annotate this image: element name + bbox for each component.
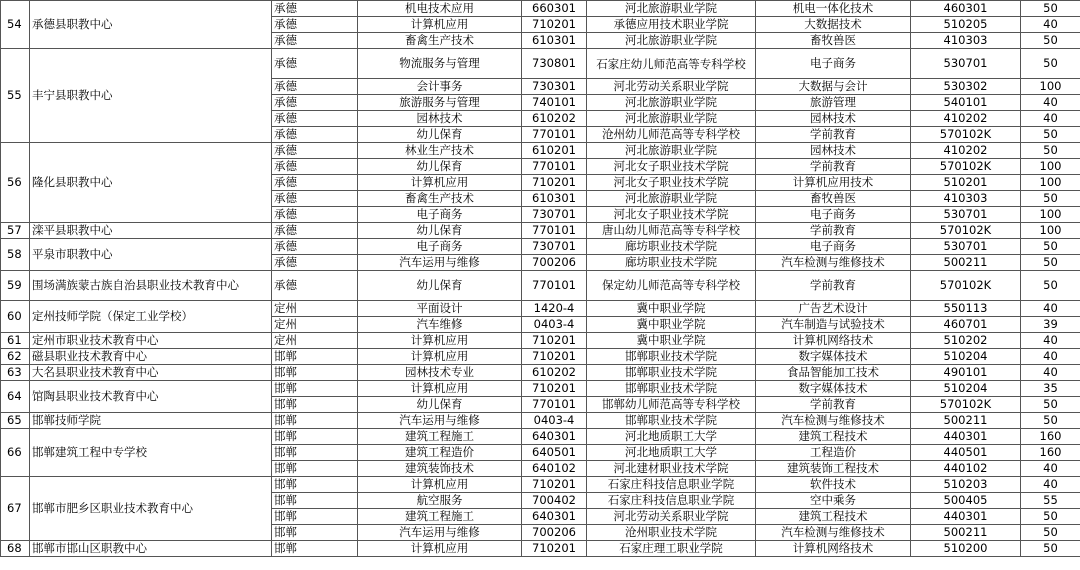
group-number: 62	[1, 349, 30, 365]
group-number: 61	[1, 333, 30, 349]
higher-major-code-cell: 530701	[911, 239, 1021, 255]
group-number: 68	[1, 541, 30, 557]
major-cell: 建筑装饰技术	[358, 461, 522, 477]
major-code-cell: 710201	[522, 541, 587, 557]
major-code-cell: 770101	[522, 397, 587, 413]
higher-major-cell: 电子商务	[756, 239, 911, 255]
school-name: 定州市职业技术教育中心	[30, 333, 272, 349]
partner-college-cell: 邯郸职业技术学院	[587, 349, 756, 365]
higher-major-cell: 建筑工程技术	[756, 429, 911, 445]
city-cell: 承德	[272, 17, 358, 33]
city-cell: 承德	[272, 143, 358, 159]
higher-major-cell: 电子商务	[756, 49, 911, 79]
quota-cell: 50	[1021, 49, 1080, 79]
partner-college-cell: 河北建材职业技术学院	[587, 461, 756, 477]
major-cell: 幼儿保育	[358, 159, 522, 175]
higher-major-cell: 机电一体化技术	[756, 1, 911, 17]
higher-major-cell: 食品智能加工技术	[756, 365, 911, 381]
partner-college-cell: 邯郸幼儿师范高等专科学校	[587, 397, 756, 413]
table-row	[1, 429, 1080, 445]
city-cell: 承德	[272, 95, 358, 111]
higher-major-code-cell: 510200	[911, 541, 1021, 557]
quota-cell: 40	[1021, 461, 1080, 477]
major-code-cell: 640301	[522, 509, 587, 525]
higher-major-cell: 计算机网络技术	[756, 333, 911, 349]
city-cell: 邯郸	[272, 349, 358, 365]
higher-major-code-cell: 440102	[911, 461, 1021, 477]
partner-college-cell: 河北女子职业技术学院	[587, 207, 756, 223]
table-row	[1, 413, 1080, 429]
city-cell: 承德	[272, 111, 358, 127]
higher-major-code-cell: 510204	[911, 381, 1021, 397]
major-cell: 计算机应用	[358, 175, 522, 191]
partner-college-cell: 河北旅游职业学院	[587, 111, 756, 127]
higher-major-cell: 空中乘务	[756, 493, 911, 509]
major-cell: 航空服务	[358, 493, 522, 509]
major-cell: 汽车运用与维修	[358, 525, 522, 541]
city-cell: 邯郸	[272, 413, 358, 429]
major-code-cell: 710201	[522, 349, 587, 365]
major-code-cell: 730801	[522, 49, 587, 79]
major-code-cell: 610201	[522, 143, 587, 159]
quota-cell: 50	[1021, 397, 1080, 413]
partner-college-cell: 唐山幼儿师范高等专科学校	[587, 223, 756, 239]
partner-college-cell: 石家庄科技信息职业学院	[587, 493, 756, 509]
major-code-cell: 710201	[522, 175, 587, 191]
group-number: 65	[1, 413, 30, 429]
major-code-cell: 1420-4	[522, 301, 587, 317]
higher-major-code-cell: 440501	[911, 445, 1021, 461]
major-code-cell: 610202	[522, 111, 587, 127]
table-row	[1, 333, 1080, 349]
major-cell: 建筑工程造价	[358, 445, 522, 461]
partner-college-cell: 邯郸职业技术学院	[587, 381, 756, 397]
group-number: 67	[1, 477, 30, 541]
major-code-cell: 0403-4	[522, 317, 587, 333]
table-row	[1, 239, 1080, 255]
city-cell: 邯郸	[272, 461, 358, 477]
quota-cell: 50	[1021, 239, 1080, 255]
higher-major-code-cell: 530701	[911, 207, 1021, 223]
school-name: 邯郸市邯山区职教中心	[30, 541, 272, 557]
quota-cell: 35	[1021, 381, 1080, 397]
city-cell: 邯郸	[272, 381, 358, 397]
group-number: 66	[1, 429, 30, 477]
higher-major-code-cell: 500211	[911, 525, 1021, 541]
quota-cell: 50	[1021, 271, 1080, 301]
higher-major-code-cell: 490101	[911, 365, 1021, 381]
higher-major-cell: 学前教育	[756, 223, 911, 239]
city-cell: 承德	[272, 79, 358, 95]
city-cell: 邯郸	[272, 397, 358, 413]
higher-major-code-cell: 510204	[911, 349, 1021, 365]
major-cell: 幼儿保育	[358, 397, 522, 413]
city-cell: 邯郸	[272, 541, 358, 557]
quota-cell: 160	[1021, 429, 1080, 445]
group-number: 57	[1, 223, 30, 239]
partner-college-cell: 保定幼儿师范高等专科学校	[587, 271, 756, 301]
partner-college-cell: 沧州职业技术学院	[587, 525, 756, 541]
major-cell: 畜禽生产技术	[358, 33, 522, 49]
major-cell: 平面设计	[358, 301, 522, 317]
partner-college-cell: 河北旅游职业学院	[587, 143, 756, 159]
city-cell: 承德	[272, 271, 358, 301]
school-name: 围场满族蒙古族自治县职业技术教育中心	[30, 271, 272, 301]
partner-college-cell: 河北女子职业技术学院	[587, 159, 756, 175]
quota-cell: 50	[1021, 33, 1080, 49]
city-cell: 承德	[272, 207, 358, 223]
group-number: 55	[1, 49, 30, 143]
table-row	[1, 49, 1080, 79]
major-cell: 计算机应用	[358, 17, 522, 33]
major-cell: 电子商务	[358, 207, 522, 223]
partner-college-cell: 冀中职业学院	[587, 317, 756, 333]
city-cell: 承德	[272, 1, 358, 17]
higher-major-code-cell: 570102K	[911, 271, 1021, 301]
higher-major-cell: 计算机应用技术	[756, 175, 911, 191]
table-row	[1, 381, 1080, 397]
higher-major-code-cell: 500405	[911, 493, 1021, 509]
major-cell: 计算机应用	[358, 541, 522, 557]
major-cell: 机电技术应用	[358, 1, 522, 17]
quota-cell: 40	[1021, 349, 1080, 365]
city-cell: 邯郸	[272, 509, 358, 525]
higher-major-cell: 旅游管理	[756, 95, 911, 111]
school-name: 定州技师学院（保定工业学校）	[30, 301, 272, 333]
major-cell: 计算机应用	[358, 333, 522, 349]
major-cell: 旅游服务与管理	[358, 95, 522, 111]
higher-major-code-cell: 440301	[911, 429, 1021, 445]
higher-major-code-cell: 530302	[911, 79, 1021, 95]
partner-college-cell: 河北地质职工大学	[587, 429, 756, 445]
higher-major-cell: 软件技术	[756, 477, 911, 493]
major-cell: 幼儿保育	[358, 127, 522, 143]
major-cell: 畜禽生产技术	[358, 191, 522, 207]
quota-cell: 50	[1021, 191, 1080, 207]
group-number: 64	[1, 381, 30, 413]
major-code-cell: 770101	[522, 223, 587, 239]
table-row	[1, 223, 1080, 239]
major-cell: 电子商务	[358, 239, 522, 255]
major-code-cell: 730701	[522, 239, 587, 255]
group-number: 59	[1, 271, 30, 301]
partner-college-cell: 河北旅游职业学院	[587, 95, 756, 111]
table-row	[1, 365, 1080, 381]
partner-college-cell: 河北劳动关系职业学院	[587, 79, 756, 95]
higher-major-code-cell: 510202	[911, 333, 1021, 349]
higher-major-code-cell: 570102K	[911, 223, 1021, 239]
school-name: 大名县职业技术教育中心	[30, 365, 272, 381]
higher-major-cell: 畜牧兽医	[756, 191, 911, 207]
partner-college-cell: 沧州幼儿师范高等专科学校	[587, 127, 756, 143]
major-cell: 园林技术专业	[358, 365, 522, 381]
partner-college-cell: 河北女子职业技术学院	[587, 175, 756, 191]
table-row	[1, 477, 1080, 493]
higher-major-code-cell: 550113	[911, 301, 1021, 317]
major-cell: 建筑工程施工	[358, 429, 522, 445]
higher-major-cell: 汽车制造与试验技术	[756, 317, 911, 333]
group-number: 54	[1, 1, 30, 49]
quota-cell: 55	[1021, 493, 1080, 509]
major-cell: 建筑工程施工	[358, 509, 522, 525]
quota-cell: 50	[1021, 127, 1080, 143]
major-cell: 汽车运用与维修	[358, 255, 522, 271]
quota-cell: 160	[1021, 445, 1080, 461]
quota-cell: 50	[1021, 413, 1080, 429]
quota-cell: 50	[1021, 509, 1080, 525]
major-code-cell: 700402	[522, 493, 587, 509]
major-code-cell: 610301	[522, 191, 587, 207]
major-cell: 会计事务	[358, 79, 522, 95]
city-cell: 承德	[272, 175, 358, 191]
higher-major-code-cell: 510205	[911, 17, 1021, 33]
partner-college-cell: 邯郸职业技术学院	[587, 413, 756, 429]
quota-cell: 40	[1021, 111, 1080, 127]
higher-major-cell: 学前教育	[756, 159, 911, 175]
higher-major-code-cell: 440301	[911, 509, 1021, 525]
city-cell: 承德	[272, 127, 358, 143]
table-row	[1, 143, 1080, 159]
higher-major-code-cell: 510203	[911, 477, 1021, 493]
quota-cell: 40	[1021, 301, 1080, 317]
major-code-cell: 710201	[522, 477, 587, 493]
higher-major-code-cell: 570102K	[911, 397, 1021, 413]
quota-cell: 50	[1021, 541, 1080, 557]
school-name: 邯郸建筑工程中专学校	[30, 429, 272, 477]
city-cell: 邯郸	[272, 493, 358, 509]
major-code-cell: 700206	[522, 525, 587, 541]
quota-cell: 50	[1021, 255, 1080, 271]
group-number: 58	[1, 239, 30, 271]
major-code-cell: 610301	[522, 33, 587, 49]
city-cell: 邯郸	[272, 445, 358, 461]
major-code-cell: 660301	[522, 1, 587, 17]
higher-major-code-cell: 530701	[911, 49, 1021, 79]
major-cell: 物流服务与管理	[358, 49, 522, 79]
quota-cell: 100	[1021, 159, 1080, 175]
higher-major-cell: 数字媒体技术	[756, 381, 911, 397]
school-name: 平泉市职教中心	[30, 239, 272, 271]
quota-cell: 50	[1021, 143, 1080, 159]
city-cell: 承德	[272, 255, 358, 271]
partner-college-cell: 石家庄科技信息职业学院	[587, 477, 756, 493]
city-cell: 承德	[272, 159, 358, 175]
higher-major-cell: 建筑工程技术	[756, 509, 911, 525]
partner-college-cell: 河北劳动关系职业学院	[587, 509, 756, 525]
major-code-cell: 710201	[522, 17, 587, 33]
higher-major-cell: 畜牧兽医	[756, 33, 911, 49]
quota-cell: 40	[1021, 477, 1080, 493]
higher-major-cell: 广告艺术设计	[756, 301, 911, 317]
major-code-cell: 700206	[522, 255, 587, 271]
major-code-cell: 640501	[522, 445, 587, 461]
major-cell: 汽车运用与维修	[358, 413, 522, 429]
major-code-cell: 640102	[522, 461, 587, 477]
major-cell: 计算机应用	[358, 477, 522, 493]
major-cell: 园林技术	[358, 111, 522, 127]
quota-cell: 40	[1021, 17, 1080, 33]
quota-cell: 40	[1021, 95, 1080, 111]
city-cell: 承德	[272, 49, 358, 79]
quota-cell: 50	[1021, 1, 1080, 17]
quota-cell: 100	[1021, 175, 1080, 191]
major-cell: 幼儿保育	[358, 223, 522, 239]
partner-college-cell: 石家庄幼儿师范高等专科学校	[587, 49, 756, 79]
partner-college-cell: 河北地质职工大学	[587, 445, 756, 461]
higher-major-code-cell: 500211	[911, 255, 1021, 271]
higher-major-cell: 建筑装饰工程技术	[756, 461, 911, 477]
higher-major-cell: 汽车检测与维修技术	[756, 255, 911, 271]
group-number: 56	[1, 143, 30, 223]
school-name: 滦平县职教中心	[30, 223, 272, 239]
major-code-cell: 770101	[522, 127, 587, 143]
quota-cell: 39	[1021, 317, 1080, 333]
major-code-cell: 770101	[522, 271, 587, 301]
partner-college-cell: 冀中职业学院	[587, 333, 756, 349]
quota-cell: 100	[1021, 79, 1080, 95]
higher-major-code-cell: 570102K	[911, 159, 1021, 175]
higher-major-code-cell: 410303	[911, 33, 1021, 49]
higher-major-code-cell: 410303	[911, 191, 1021, 207]
school-name: 隆化县职教中心	[30, 143, 272, 223]
higher-major-cell: 园林技术	[756, 143, 911, 159]
school-name: 馆陶县职业技术教育中心	[30, 381, 272, 413]
city-cell: 承德	[272, 239, 358, 255]
city-cell: 定州	[272, 301, 358, 317]
quota-cell: 100	[1021, 207, 1080, 223]
major-cell: 汽车维修	[358, 317, 522, 333]
major-code-cell: 0403-4	[522, 413, 587, 429]
partner-college-cell: 河北旅游职业学院	[587, 1, 756, 17]
higher-major-code-cell: 460701	[911, 317, 1021, 333]
higher-major-cell: 学前教育	[756, 397, 911, 413]
major-code-cell: 610202	[522, 365, 587, 381]
city-cell: 邯郸	[272, 525, 358, 541]
major-cell: 林业生产技术	[358, 143, 522, 159]
major-cell: 计算机应用	[358, 349, 522, 365]
major-code-cell: 710201	[522, 333, 587, 349]
city-cell: 承德	[272, 191, 358, 207]
higher-major-cell: 电子商务	[756, 207, 911, 223]
major-code-cell: 730301	[522, 79, 587, 95]
major-cell: 计算机应用	[358, 381, 522, 397]
quota-cell: 40	[1021, 365, 1080, 381]
quota-cell: 50	[1021, 525, 1080, 541]
higher-major-code-cell: 410202	[911, 143, 1021, 159]
partner-college-cell: 邯郸职业技术学院	[587, 365, 756, 381]
higher-major-code-cell: 460301	[911, 1, 1021, 17]
major-code-cell: 730701	[522, 207, 587, 223]
group-number: 63	[1, 365, 30, 381]
table-row	[1, 541, 1080, 557]
partner-college-cell: 河北旅游职业学院	[587, 191, 756, 207]
school-name: 邯郸技师学院	[30, 413, 272, 429]
city-cell: 邯郸	[272, 365, 358, 381]
table-row	[1, 349, 1080, 365]
partner-college-cell: 廊坊职业技术学院	[587, 239, 756, 255]
higher-major-cell: 计算机网络技术	[756, 541, 911, 557]
quota-cell: 40	[1021, 333, 1080, 349]
city-cell: 定州	[272, 317, 358, 333]
table-row	[1, 1, 1080, 17]
city-cell: 定州	[272, 333, 358, 349]
city-cell: 承德	[272, 33, 358, 49]
table-row	[1, 271, 1080, 301]
partner-college-cell: 冀中职业学院	[587, 301, 756, 317]
group-number: 60	[1, 301, 30, 333]
table-row	[1, 301, 1080, 317]
major-code-cell: 640301	[522, 429, 587, 445]
school-name: 磁县职业技术教育中心	[30, 349, 272, 365]
major-code-cell: 710201	[522, 381, 587, 397]
higher-major-cell: 汽车检测与维修技术	[756, 413, 911, 429]
higher-major-cell: 数字媒体技术	[756, 349, 911, 365]
table-body	[1, 1, 1080, 557]
higher-major-code-cell: 410202	[911, 111, 1021, 127]
higher-major-cell: 工程造价	[756, 445, 911, 461]
major-cell: 幼儿保育	[358, 271, 522, 301]
quota-cell: 100	[1021, 223, 1080, 239]
partner-college-cell: 承德应用技术职业学院	[587, 17, 756, 33]
partner-college-cell: 河北旅游职业学院	[587, 33, 756, 49]
city-cell: 邯郸	[272, 477, 358, 493]
city-cell: 邯郸	[272, 429, 358, 445]
partner-college-cell: 廊坊职业技术学院	[587, 255, 756, 271]
school-name: 邯郸市肥乡区职业技术教育中心	[30, 477, 272, 541]
school-name: 承德县职教中心	[30, 1, 272, 49]
higher-major-cell: 大数据与会计	[756, 79, 911, 95]
major-code-cell: 770101	[522, 159, 587, 175]
higher-major-cell: 汽车检测与维修技术	[756, 525, 911, 541]
higher-major-cell: 学前教育	[756, 127, 911, 143]
higher-major-cell: 园林技术	[756, 111, 911, 127]
higher-major-cell: 大数据技术	[756, 17, 911, 33]
higher-major-code-cell: 570102K	[911, 127, 1021, 143]
partner-college-cell: 石家庄理工职业学院	[587, 541, 756, 557]
higher-major-code-cell: 510201	[911, 175, 1021, 191]
higher-major-code-cell: 500211	[911, 413, 1021, 429]
city-cell: 承德	[272, 223, 358, 239]
school-name: 丰宁县职教中心	[30, 49, 272, 143]
major-code-cell: 740101	[522, 95, 587, 111]
higher-major-cell: 学前教育	[756, 271, 911, 301]
higher-major-code-cell: 540101	[911, 95, 1021, 111]
